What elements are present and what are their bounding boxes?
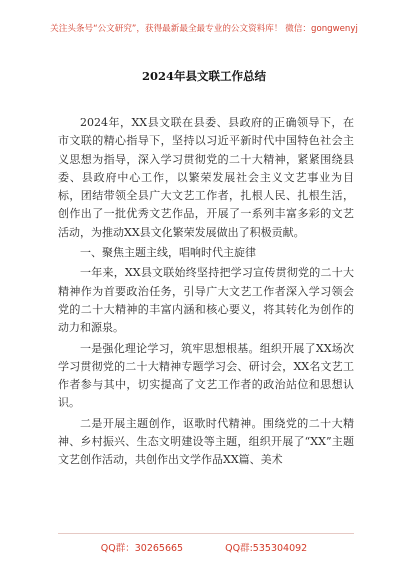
footer-divider (58, 533, 354, 534)
document-title: 2024年县文联工作总结 (141, 69, 266, 83)
footer-qq-group-2: QQ群:535304092 (225, 543, 308, 554)
footer-qq-group-1: QQ群：30265665 (100, 543, 184, 554)
paragraph-intro: 2024年，XX县文联在县委、县政府的正确领导下，在市文联的精心指导下，坚持以习近平新时代中国特色社会主义思想为指导，深入学习贯彻党的二十大精神，紧紧围绕县委、县政府中心工作，以繁荣发展社会主义文艺事业为目标，团结带领全县广大文艺工作者，扎根人民、扎根生活，创作出了一批优秀文艺作品，开展了一系列丰富多彩的文艺活动，为推动XX县文化繁荣发展做出了积极贡献。 (58, 116, 354, 239)
section-heading: 一、聚焦主题主线，唱响时代主旋律 (80, 246, 256, 260)
document-body (58, 114, 354, 470)
paragraph-point-two: 二是开展主题创作，讴歌时代精神。围绕党的二十大精神、乡村振兴、生态文明建设等主题，组织开展了“XX”主题文艺创作活动，共创作出文学作品XX篇、美术 (58, 416, 354, 467)
top-banner: 关注头条号“公文研究”，获得最新最全最专业的公文资料库！ 微信：gongwenyj (50, 24, 358, 34)
footer (0, 540, 408, 554)
paragraph-point-one: 一是强化理论学习，筑牢思想根基。组织开展了XX场次学习贯彻党的二十大精神专题学习会、研讨会，XX名文艺工作者参与其中，切实提高了文艺工作者的政治站位和思想认识。 (58, 341, 354, 410)
paragraph-section-intro: 一年来，XX县文联始终坚持把学习宣传贯彻党的二十大精神作为首要政治任务，引导广大文艺工作者深入学习领会党的二十大精神的丰富内涵和核心要义，将其转化为创作的动力和源泉。 (58, 266, 354, 335)
